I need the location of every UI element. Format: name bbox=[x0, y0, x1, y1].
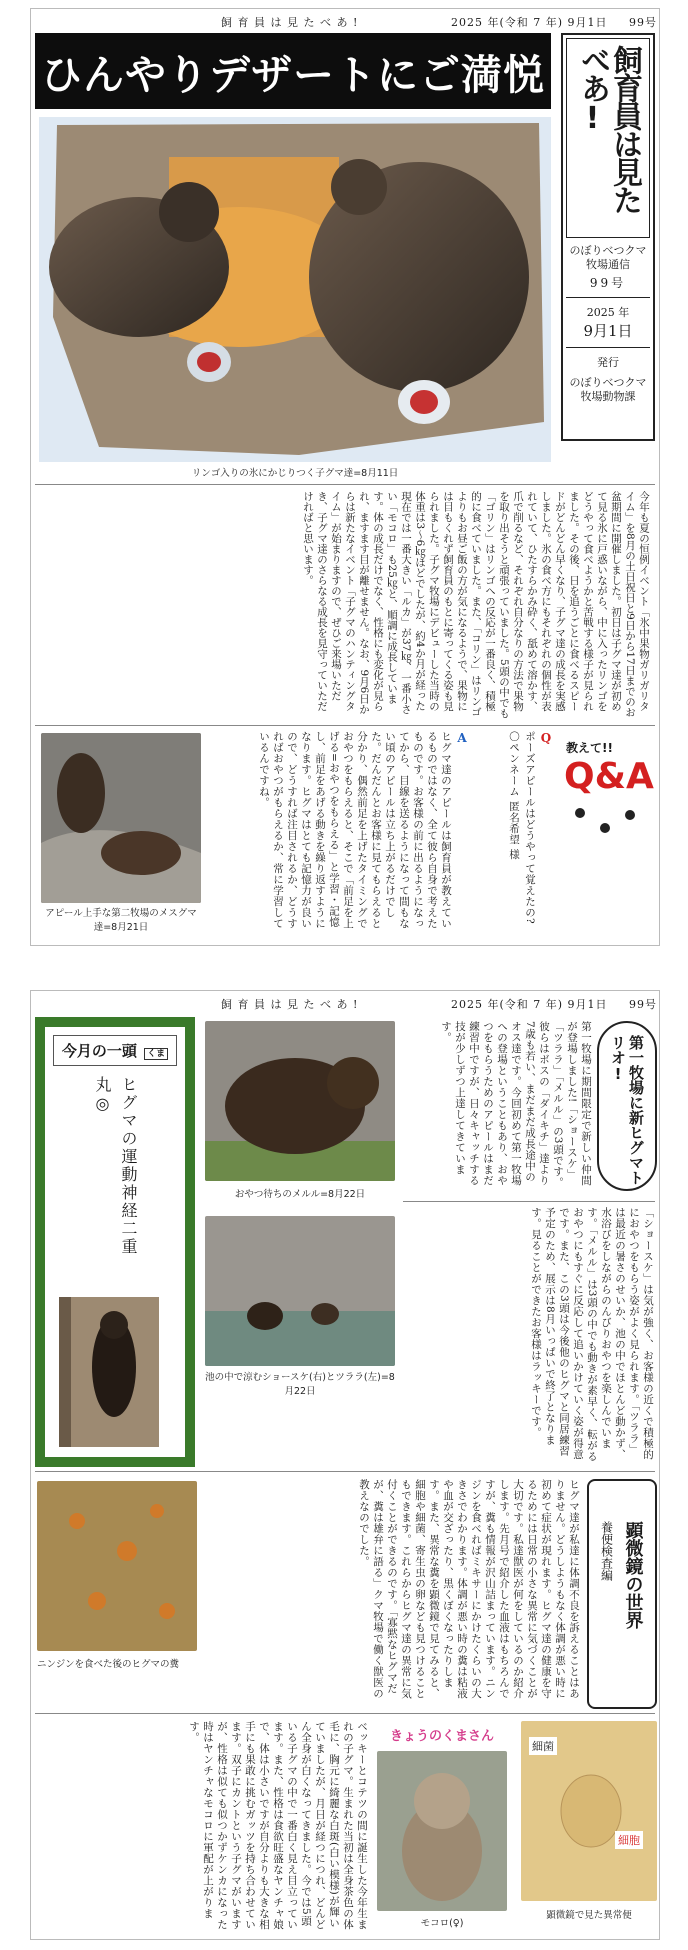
melulu-photo bbox=[205, 1021, 395, 1181]
main-photo-frame bbox=[39, 117, 551, 462]
article-new-trio-2: 「ショースケ」は気が強く、お客様の近くで積極的におやつをもらう姿がよく見られます。「ツララ」は最近の暑さのせいか、池の中でほとんど動かず、水浴びをしながらのんびりおやつを楽しんでいます。「メルル」は3頭の中でも動きが素早く、転がるおやつにもすぐに反応して追いかけていく姿が得意です。また、この3頭は今後他のヒグマと同居練習予定のため、展示は8月いっぱいで終了となります。見ることができたお客様はラッキーです。 bbox=[530, 1207, 654, 1462]
newsletter-page-2 bbox=[30, 990, 660, 1940]
header-issue: 99号 bbox=[629, 16, 657, 29]
pond-photo bbox=[205, 1216, 395, 1366]
qa-question: ポーズアピールはどうやって覚えたの? bbox=[524, 731, 536, 925]
main-photo-caption: リンゴ入りの氷にかじりつく子グマ達=8月11日 bbox=[191, 468, 399, 479]
article-microscope: ヒグマ達が私達に体調不良を訴えることはありません。どうしようもなく体調が悪い時に初めて症状が現れます。ヒグマ達の健康を守るためには日常の小さな異常に気づくことが大切です。私達獣医が何をしているのか紹介します。先月号で紹介した血液はもちろんですが、糞も情報が沢山詰まっています。ニンジンを食べればミキサーにかけたくらいの大きさでわかります。体調が悪い時の糞は粘液や血が交ざったり、黒くぼくなったりします。また、異常な糞を顕微鏡で見てみると、細胞や細菌、寄生虫の卵なども見つけることもできます。これらからヒグマ達の異常に気付くことができるのです。「寡黙なヒグマだが、糞は雄弁に語る」クマ牧場で働く獣医の教えなのでした。 bbox=[358, 1479, 580, 1699]
feature-text: ヒグマの運動神経二重丸◎ bbox=[93, 1076, 138, 1256]
feature-box bbox=[35, 1017, 195, 1467]
qa-label: Q&A bbox=[564, 756, 654, 797]
carrot-feces-photo bbox=[37, 1481, 197, 1651]
header-date-2: 2025 年(令和 7 年) 9月1日 bbox=[451, 998, 608, 1011]
qa-a-mark: A bbox=[455, 731, 469, 745]
header-title: 飼 育 員 は 見 た べ あ ! bbox=[221, 16, 359, 29]
micro-label-cell: 細胞 bbox=[615, 1831, 643, 1849]
qa-answer-block bbox=[211, 731, 469, 941]
header-date: 2025 年(令和 7 年) 9月1日 bbox=[451, 16, 608, 29]
qa-asker: 〇ペンネーム 匿名希望 様 bbox=[508, 731, 520, 860]
qa-question-block bbox=[471, 731, 553, 941]
melulu-caption: おやつ待ちのメルル=8月22日 bbox=[234, 1189, 366, 1200]
microscope-caption: 顕微鏡で見た異常便 bbox=[546, 1910, 632, 1921]
feature-title bbox=[53, 1035, 177, 1066]
new-trio-title-box bbox=[597, 1021, 657, 1191]
masthead-date: 9月1日 bbox=[583, 322, 633, 340]
article-kyou: ベッキーとコテツの間に誕生した今年生まれの子グマ。生まれた当初は全身茶色の体毛に、胸元に綺麗な白斑(白い模様)が輝いていましたが、月日が経つにつれ、どんどん全身が白くなってきました。今では5頭いる子グマの中で一番白く見え目立っています。また、性格は食欲旺盛なヤンチャ娘で、体は小さいですが自分よりも大きな相手にも果敢に挑むガッツを持ち合わせています。双子にカントという子グマがいますが、性格は似ても似つかずケンカになった時はヤンチャなモコロに軍配が上がります。 bbox=[188, 1721, 368, 1930]
paw-prints-icon bbox=[570, 803, 656, 843]
header-issue-2: 99号 bbox=[629, 998, 657, 1011]
headline-banner bbox=[35, 33, 551, 109]
feature-photo bbox=[59, 1297, 159, 1447]
qa-heading: 教えて!! bbox=[566, 741, 613, 755]
new-trio-title: 第一牧場に新ヒグマトリオ! bbox=[609, 1035, 645, 1185]
microscope-photo bbox=[521, 1721, 657, 1901]
micro-subtitle: 養便検査編 bbox=[599, 1521, 614, 1581]
headline: ひんやりデザートにご満悦 bbox=[41, 50, 545, 99]
carrot-caption: ニンジンを食べた後のヒグマの糞 bbox=[37, 1659, 180, 1670]
masthead-org: のぼりべつクマ牧場通信 bbox=[569, 244, 647, 271]
newsletter-page-1 bbox=[30, 8, 660, 946]
masthead bbox=[561, 33, 655, 441]
header-title-2: 飼 育 員 は 見 た べ あ ! bbox=[221, 998, 359, 1011]
standing-bear bbox=[57, 753, 105, 833]
micro-title: 顕微鏡の世界 bbox=[622, 1521, 644, 1629]
sub-photo-caption: アピール上手な第二牧場のメスグマ達=8月21日 bbox=[45, 908, 197, 933]
sub-photo bbox=[41, 733, 201, 903]
lying-bear bbox=[101, 831, 181, 875]
micro-label-bacteria: 細菌 bbox=[529, 1737, 557, 1755]
article-new-trio: 第一牧場に期間限定で新しい仲間が登場しました!「ショースケ」「ツララ」「メルル」の3頭です。彼らはボスの「ダイキチ」達より7歳も若い、まだまだ成長途中のオス達です。今回初めて第一牧場への登場ということもあり、おやつをもらうためのアピールはまだ練習中ですが、日々キャッチする技が少しずつ上達してきています。 bbox=[440, 1021, 592, 1188]
feature-badge: くま bbox=[144, 1048, 168, 1060]
mokoro-caption: モコロ(♀) bbox=[420, 1918, 464, 1929]
masthead-number: 99号 bbox=[589, 276, 627, 290]
masthead-publisher: のぼりべつクマ牧場動物課 bbox=[569, 376, 647, 403]
page-header-2 bbox=[31, 991, 659, 1013]
mokoro-photo bbox=[377, 1751, 507, 1911]
kyou-title: きょうのくまさん bbox=[389, 1729, 494, 1744]
qa-q-mark: Q bbox=[539, 731, 553, 745]
article-ice-event: 今年も夏の恒例イベント「氷中果物ガリガリタイム」を8月の土日祝日と9日から17日までのお盆期間に開催しました。初日は子グマ達が初めて見る氷に戸惑いながら、中に入ったリンゴをどうやって食べようかと苦戦する様子が見られました。その後、日を追うごとに食べるスピードがどんどん早くなり、子グマ達の成長を実感しました。氷の食べ方にもそれぞれの個性が表れていて、ひたすらかみ砕く、舐めて溶かす、爪で削るなど、それぞれ自分なりの方法で果物を取り出そうと頑張っていました。5頭の中でも「ゴリン」はリンゴへの反応が一番良く、積極的に食べていました。また、「コリン」はリンゴよりもお昼ご飯の方が気になるようで、果物には目もくれず飼育員のもとに寄ってくる姿も見られました。子グマ牧場にデビューした当時の体重は3～6㎏ほどでしたが、約4か月が経った現在では一番大きい「ルカ」が37㎏、一番小さい「モコロ」も25㎏と、順調に成長しています。体の成長だけでなく、性格にも変化が見られ、ますます目が離せません。なお、9月6日からは新たなイベント「子グマのハンティングタイム」が始まりますので、ぜひご来場いただき、子グマ達のさらなる成長を見守っていただければと思います。 bbox=[302, 491, 650, 719]
feature-title-text: 今月の一頭 bbox=[61, 1042, 137, 1060]
qa-panel bbox=[556, 731, 656, 941]
pond-caption: 池の中で涼むショースケ(右)とツララ(左)=8月22日 bbox=[205, 1372, 395, 1397]
masthead-issued: 発行 bbox=[597, 356, 619, 369]
main-photo bbox=[39, 117, 551, 462]
masthead-year: 2025 年 bbox=[586, 306, 630, 319]
masthead-title: 飼育員は見たべあ! bbox=[575, 45, 642, 213]
page-header bbox=[31, 9, 659, 31]
micro-title-box bbox=[587, 1479, 657, 1709]
qa-answer: ヒグマ達のアピールは飼育員が教えているものではなく、全て彼ら自身で考えたものです。お客様の前に出るようになってから、目線を送るようになって間もない頃のアピールは立ち上がるだけでした。だんだんとお客様に見てもらえると分かり、偶然前足を上げたタイミングでおやつをもらえると、そこで「前足を上げる=おやつをもらえる」と学習・記憶し、前足をあげる動きを繰り返すようになります。ヒグマはとても記憶力が良いので、どうすれば注目されるか、どうすればおやつがもらえるか、常に学習しているんですね。 bbox=[258, 731, 452, 929]
